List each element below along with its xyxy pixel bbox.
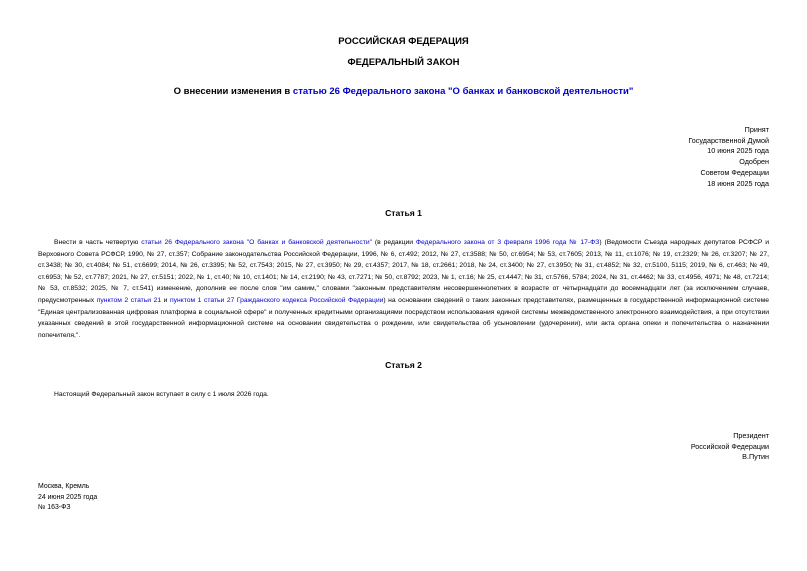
law-title: [0, 86, 807, 97]
footer-number: № 163-ФЗ: [38, 504, 71, 512]
signature-position: Президент: [733, 431, 769, 440]
adoption-block: [509, 125, 769, 189]
duma-label: Государственной Думой: [688, 135, 769, 145]
country-heading: РОССИЙСКАЯ ФЕДЕРАЦИЯ: [338, 36, 469, 47]
article-2-title: Статья 2: [385, 360, 422, 370]
civil-code-article-27-link[interactable]: пунктом 1 статьи 27 Гражданского кодекса Российской Федерации: [169, 296, 384, 304]
article-26-link[interactable]: статьи 26 Федерального закона "О банках и банковской деятельности": [141, 239, 372, 246]
article-1-title: Статья 1: [385, 208, 422, 218]
article-2-body: [38, 389, 769, 401]
law-title-link[interactable]: статью 26 Федерального закона "О банках и банковской деятельности": [292, 86, 634, 97]
signature-block: [509, 431, 769, 463]
article-2-paragraph: Настоящий Федеральный закон вступает в силу с 1 июля 2026 года.: [54, 391, 269, 398]
footer-date: 24 июня 2025 года: [38, 493, 98, 501]
adopted-label: Принят: [744, 125, 769, 134]
article-1-paragraph: [38, 237, 769, 341]
law-title-prefix: О внесении изменения в: [173, 86, 293, 97]
approved-label: Одобрен: [739, 157, 769, 167]
law-type-heading: ФЕДЕРАЛЬНЫЙ ЗАКОН: [347, 57, 460, 68]
article-1-text-2: (в редакции: [372, 239, 416, 246]
federal-law-1996-link[interactable]: Федерального закона от 3 февраля 1996 года № 17-ФЗ: [415, 239, 600, 246]
article-1-text-1: Внести в часть четвертую: [54, 239, 142, 246]
signature-name: В.Путин: [742, 452, 769, 462]
signature-country: Российской Федерации: [690, 441, 769, 451]
duma-date: 10 июня 2025 года: [707, 146, 769, 156]
footer-place: Москва, Кремль: [38, 483, 90, 490]
footer-block: [38, 482, 97, 514]
article-1-body: [38, 237, 769, 341]
article-1-text-4: и: [161, 296, 170, 304]
article-1-text-5: ) на основании сведений о таких законных представителях, размещенных в государственной информационной системе "Единая централизованная цифровая платформа в социальной сфере" и полученных кредитными организациями посредством использования единой системы межведомственного электронного взаимодействия, а при отсутствии указанных сведений в этой государственной информационной системе на основании свидетельства о рождении, или свидетельства об усыновлении (удочерении), или акта органа опеки и попечительства о назначении попечителя,".: [38, 296, 769, 339]
article-1-text-3: ) (Ведомости Съезда народных депутатов РСФСР и Верховного Совета РСФСР, 1990, № 27, ст.357; Собрание законодательства Российской Федерации, 1996, № 6, ст.492; 2012, № 27, ст.3588; № 50, ст.6954; № 53, ст.7605; 2013, № 11, ст.1076; № 19, ст.2329; № 26, ст.3207; № 27, ст.3438; № 30, ст.4084; № 51, ст.6699; 2014, № 26, ст.3395; № 52, ст.7543; 2015, № 27, ст.3950; № 29, ст.4357; 2017, № 18, ст.2661; 2018, № 24, ст.3400; № 27, ст.3950; № 31, ст.4852; № 32, ст.5100, 5115; 2019, № 6, ст.463; № 49, ст.6953; № 52, ст.7787; 2021, № 27, ст.5151; 2022, № 1, ст.40; № 10, ст.1401; № 14, ст.2190; № 43, ст.7271; № 50, ст.8792; 2023, № 1, ст.16; № 25, ст.4447; № 31, ст.5766, 5784; 2024, № 31, ст.4462; № 33, ст.4956, 4971; № 48, ст.7214; № 53, ст.8532; 2025, № 7, ст.541) изменение, дополнив ее после слов "им самим," словами "законным представителям несовершеннолетних в возрасте от четырнадцати до восемнадцати лет (за исключением случаев, предусмотренных: [38, 239, 769, 304]
council-date: 18 июня 2025 года: [707, 178, 769, 188]
council-label: Советом Федерации: [700, 167, 769, 177]
civil-code-article-21-link[interactable]: пунктом 2 статьи 21: [96, 296, 162, 304]
